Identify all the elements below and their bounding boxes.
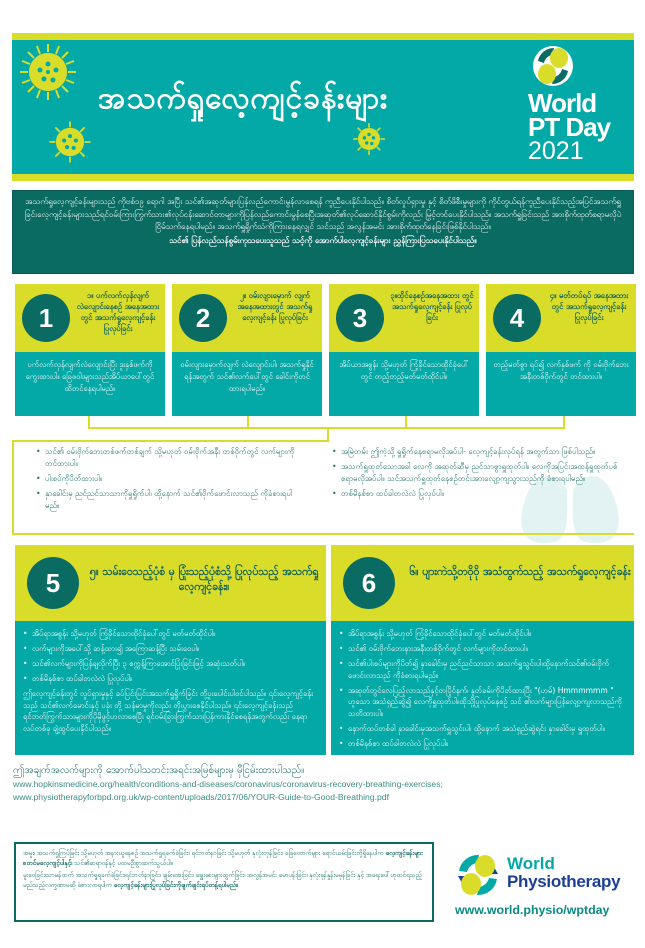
step-heading: ၆။ ပျားကဲသို့တဝိုဝို အသံထွက်သည့် အသက်ရှုလေ့ကျင့်ခန်း xyxy=(409,566,631,578)
step-card-2 xyxy=(172,284,322,416)
step-heading: ၁။ ပက်လက်လှန်လျက် လဲလျောင်းနေစဥ် အနေအထားတွင် အသက်ရှုလေ့ကျင့်ခန်းပြုလုပ်ခြင်း xyxy=(76,291,160,333)
step-card-6 xyxy=(331,545,634,755)
logo-year-text: 2021 xyxy=(528,137,584,165)
step-body xyxy=(331,621,634,755)
source-link[interactable]: www.hopkinsmedicine.org/health/conditions-and-diseases/coronavirus/coronavirus-recovery-breathing-exercises; xyxy=(13,779,443,789)
tip-item: • နှာခေါင်းမှ ညင်ညင်သာသာကိုရှူရှိုက်ပါ၊ ထို့နောက် သင်၏ဗိုက်ဖောင်းလာသည် ကိုခံစားရပါမည်။ xyxy=(36,488,306,512)
virus-icon xyxy=(352,122,386,156)
step-bullet: • အိပ်ရာအစွန်း သို့မဟုတ် ကြံ့ခိုင်သောထိုင်ခုံပေါ်တွင် မတ်မတ်ထိုင်ပါ။ xyxy=(339,628,626,640)
step-bullet: • သင်၏ပါးစပ်များကိုပိတ်၍ နှာခေါင်းမှ ညင်ညင်သာသာ အသက်ရှူသွင်းပါ၊ထို့နောက်သင်၏ဝမ်းဗိုက်ဖောင်းလာသည် ကိုခံစားရပါမည်။ xyxy=(339,658,626,681)
step-bullet: • အဆုတ်တွင်လေပြည့်လာသည်နှင့်တပြိုင်နက်၊ နှုတ်ခမ်းကိုပိတ်ထားပြီး "(ဟမ်) Hmmmmmm " ဟူသော အသံရှည်ဆွဲ၍ လေကိုရှူထုတ်ပါ။ထိုသို့ပြုလုပ်နေစဥ် သင် ၏လက်များပြန်လျော့ကျလာသည်ကိုသတိထားပါ။ xyxy=(339,685,626,720)
disclaimer-paragraph xyxy=(23,849,425,868)
disclaimer-text: သင်၏ဆရာဝန်နှင့် ပထမဦးစွာဆက်သွယ်ပါ။ xyxy=(74,859,173,867)
step-body: ပက်လက်လှန်လျက်လဲလျောင်းပြီး ဒူးနှစ်ဖက်ကို ကွေးထားပါ။ ခြေဖဝါးများသည်အိပ်ယာပေါ်တွင် ထိတင်နေရပါမည်။ xyxy=(15,352,165,416)
step-bullet: • တစ်မိနစ်စာ ထပ်ခါတလဲလဲ ပြုလုပ်ပါ။ xyxy=(339,738,626,750)
tips-list-left xyxy=(36,446,306,515)
step-bullet: • တစ်မိနစ်စာ ထပ်ခါတလဲလဲ ပြုလုပ်ပါ။ xyxy=(23,673,318,685)
step-number-badge: 3 xyxy=(336,294,384,342)
step-card-4 xyxy=(486,284,636,416)
tip-item: • ပါးစပ်ကိုပိတ်ထားပါ။ xyxy=(36,473,306,485)
step-number-badge: 1 xyxy=(22,294,70,342)
intro-text: အသက်ရှုလေ့ကျင့်ခန်းများသည် ကိုဗစ်၁၉ ရောဂါ အပြီး သင်၏အဆုတ်များပြန်လည်ကောင်းမွန်လာစေရန် ကူညီပေးနိုင်ပါသည်။ စိတ်လှုပ်ရှားမှု နှင့် စိတ်ဖိစီးမှုများကို ကိုင်တွယ်ရန်ကူညီပေးနိုင်သည့်အပြင်အသက်ရှူခြင်းလေ့ကျင့်ခန်းများသည်ရင်ဝမ်းကြားကြွက်သား၏လုပ်ငန်းဆောင်တာများကိုပြန်လည်ကောင်းမွန်စေပြီးအဆုတ်၏လုပ်ဆောင်နိုင်စွမ်းကိုလည်း မြှင့်တင်ပေးနိုင်ပါသည်။ အသက်ရှူခြင်းသည် အားစိုက်ထုတ်စရာမလိုပဲ ငြိမ်သက်နေရပါမည်။ အသက်ရှူရှိုက်သံကိုကြားနေရလျှင် သင်သည် အလွန်အမင်း အားစိုက်ထုတ်နေခြင်းဖြစ်နိုင်ပါသည်။ xyxy=(24,197,622,231)
step-number-badge: 5 xyxy=(27,557,79,609)
world-pt-day-logo-mark-icon xyxy=(532,45,574,87)
safety-disclaimer xyxy=(14,842,434,922)
logo-world-text: World xyxy=(528,88,597,118)
step-bullet-list xyxy=(23,628,318,685)
step-bullet: • အိပ်ရာအစွန်း သို့မဟုတ် ကြံ့ခိုင်သောထိုင်ခုံပေါ်တွင် မတ်မတ်ထိုင်ပါ။ xyxy=(23,628,318,640)
step-number-badge: 4 xyxy=(493,294,541,342)
tip-item: • အသက်ရှူထုတ်သောအခါ လေကို အဆုတ်ဆီမှ ညင်သာစွာရှူထုတ်ပါ။ လေကိုအပြင်းအထန်ရှူထုတ်ပစ်စရာမလိုအပ်ပါ။ သင်အသက်ရှူထုတ်နေစဥ်တင်းအားလျော့ကျသွားသည်ကို ခံစားရပါမည်။ xyxy=(332,461,622,485)
disclaimer-text: အမှုး၊ အသက်ရှုကြပ်ခြင်း သို့မဟုတ် အနားယူနေစဥ် အသက်ရှုရခက်ခဲခြင်း၊ ရင်ဘတ်နာခြင်း သို့မဟုတ် နှလုံးတုန်ခြင်း၊ ခြေထောက်များ ရောင်ယမ်းခြင်းတို့ရှိနေပါက xyxy=(23,850,384,857)
step-bullet: • သင်၏ ဝမ်းဗိုက်ဘေးနားအနီးတစ်ဝိုက်တွင် လက်များကိုတင်ထားပါ။ xyxy=(339,643,626,655)
intro-emphasis: သင်၏ ပြန်လည်သန်စွမ်းကုသပေးသူသည် သင့်ကို အောက်ပါလေ့ကျင့်ခန်းများ ညွှန်ကြားပြသပေးနိုင်ပါသည်။ xyxy=(169,235,477,245)
step-bullet-list xyxy=(339,628,626,749)
step-number-badge: 6 xyxy=(343,557,395,609)
virus-icon xyxy=(18,42,78,102)
step-card-3 xyxy=(329,284,479,416)
source-link[interactable]: www.physiotherapyforbpd.org.uk/wp-content/uploads/2017/06/YOUR-Guide-to-Good-Breathing.pdf xyxy=(13,792,389,802)
step-bullet: • လက်များကိုအပေါ်သို့ ဆန့်ထား၍ အကြောဆန့်ပြီး သမ်းဝေပါ။ xyxy=(23,643,318,655)
logo-pt-day-text: PT Day xyxy=(528,112,611,142)
step-number-badge: 2 xyxy=(179,294,227,342)
sources-label: ဤအချက်အလက်များကို အောက်ပါသတင်းအရင်းအမြစ်များမှ မှီငြမ်းထားပါသည်။ xyxy=(13,765,305,776)
world-physiotherapy-logo-mark-icon xyxy=(455,852,501,898)
tip-item: • သင်၏ ဝမ်းဗိုက်ဘေးတစ်ဖက်တစ်ချက် သို့မဟုတ် ဝမ်းဗိုက်အနီး တစ်ဝိုက်တွင် လက်များကိုတင်ထားပါ။ xyxy=(36,446,306,470)
step-card-5 xyxy=(15,545,326,755)
step-body: တည့်မတ်စွာ ရပ်၍ လက်နှစ်ဖက် ကို ဝမ်းဗိုက်ဘေးအနီးတစ်ဝိုက်တွင် တင်ထားပါ။ xyxy=(486,352,636,416)
disclaimer-text: မူးဝေခြင်း၊သာမန်ထက် အသက်ရှုရခက်ခဲခြင်း၊ရင်ဘတ်နာခြင်း၊ ချမ်းအေးခြင်း၊ ချွေးစေးများထွက်ခြင်း၊ အလွန်အမင်း မောပန်းခြင်း၊ နှလုံးခုန်နှုန်းမမှန်ခြင်း နှင့် အရေးပေါ်ဟုထင်ရသည့် မည်သည့်လက္ခဏာမဆို ခံစားလာရပါက xyxy=(23,872,422,889)
sources-section xyxy=(13,763,633,804)
step-heading: ၃။ထိုင်နေစဥ်အနေအထား တွင် အသက်ရှုလေ့ကျင့်ခန်း ပြုလုပ်ခြင်း xyxy=(390,291,474,322)
logo-physiotherapy-text: Physiotherapy xyxy=(507,872,621,891)
logo-world-text: World xyxy=(507,854,555,873)
tip-item: • တစ်မိနစ်စာ ထပ်ခါတလဲလဲ ပြုလုပ်ပါ။ xyxy=(332,488,622,500)
tips-list-right xyxy=(332,446,622,503)
step-heading: ၂။ ဝမ်းလျားမှောက် လျက် အနေအထားတွင် အသက်ရှုလေ့ကျင့်ခန်း ပြုလုပ်ခြင်း xyxy=(237,291,313,322)
intro-panel xyxy=(12,190,634,274)
tip-item: • အမြဲတမ်း ဤကဲ့သို့ ရှူရှိုက်နေစရာမလိုအပ်ပါ- လေ့ကျင့်ခန်းလုပ်ရန် အတွက်သာ ဖြစ်ပါသည်။ xyxy=(332,446,622,458)
step-bullet: • နောက်ထပ်တစ်ခါ နှာခေါင်းမှအသက်ရှူသွင်းပါ၊ ထို့နောက် အသံရှည်ဆွဲရင်း နှာခေါင်းမှ ရှူထုတ်ပါ။ xyxy=(339,723,626,735)
step-paragraph: ဤလေ့ကျင့်ခန်းတွင် လှုပ်ရှားမှုနှင့် ခပ်ပြင်းပြင်းအသက်ရှူရှိုက်ခြင်း တို့ပူးပေါင်းပါဝင်ပါသည်။ ၎င်းလေ့ကျင့်ခန်းသည် သင်၏လက်မောင်းနှင့် ပခုံး တို့ သန်မာမှုကိုလည်း တိုးပွားစေနိုင်ပါသည်။ ၎င်းလေ့ကျင့်ခန်းသည် ရင်ဘတ်ကြွက်သားများကိုပိုမိုဖွင့်ဟလာစေပြီး ရင်ဝမ်းခြားကြွက်သားပြန်ကားနိုင်စေရန်အတွက်လည်း နေရာလပ်တစ်ခု ချဲ့ထွင်ပေးနိုင်ပါသည်။ xyxy=(23,689,314,733)
wptday-link[interactable]: www.world.physio/wptday xyxy=(455,903,610,917)
step-body: ဝမ်းလျားမှောက်လျက် လဲလျောင်းပါ၊ အသက်ရှုနိုင်ရန်အတွက် သင်၏လက်ပေါ်တွင် ခေါင်းကိုတင်ထားရပါမည်။ xyxy=(172,352,322,416)
step-body: အိပ်ယာအစွန်း သို့မဟုတ် ကြံ့ခိုင်သောထိုင်ခုံပေါ်တွင် တည့်တည့်မတ်မတ်ထိုင်ပါ။ xyxy=(329,352,479,416)
step-bullet: • သင်၏လက်များကိုပြန်ချလိုက်ပြီး ၃ စက္ကန့်ကြာအောင်ပြုံးခြင်းဖြင့် အဆုံးသတ်ပါ။ xyxy=(23,658,318,670)
step-heading: ၄။ မတ်တပ်ရပ် အနေအထားတွင် အသက်ရှုလေ့ကျင့်ခန်း ပြုလုပ်ခြင်း xyxy=(549,291,629,322)
page-title: အသက်ရှုလေ့ကျင့်ခန်းများ xyxy=(98,81,389,116)
technique-tips-box xyxy=(12,440,634,535)
step-card-1 xyxy=(15,284,165,416)
world-pt-day-logo xyxy=(528,45,628,163)
disclaimer-warning: လေ့ကျင့်ခန်းများပြုလုပ်ခြင်းကိုချက်ချင်းရပ်တန့်ရပါမည်။ xyxy=(113,881,238,889)
disclaimer-paragraph xyxy=(23,871,425,890)
virus-icon xyxy=(48,120,92,164)
step-body xyxy=(15,621,326,755)
step-heading: ၅။ သမ်းဝေသည့်ပုံစံ မှ ပြုံးသည့်ပုံစံသို့ ပြုလုပ်သည့် အသက်ရှုလေ့ကျင့်ခန်း။ xyxy=(89,566,319,593)
disclaimer-warning: လေ့ကျင့်ခန်းများ စတင်မလေ့ကျင့်ပါနှင့်၊ xyxy=(23,850,423,867)
world-physiotherapy-logo xyxy=(455,852,640,922)
